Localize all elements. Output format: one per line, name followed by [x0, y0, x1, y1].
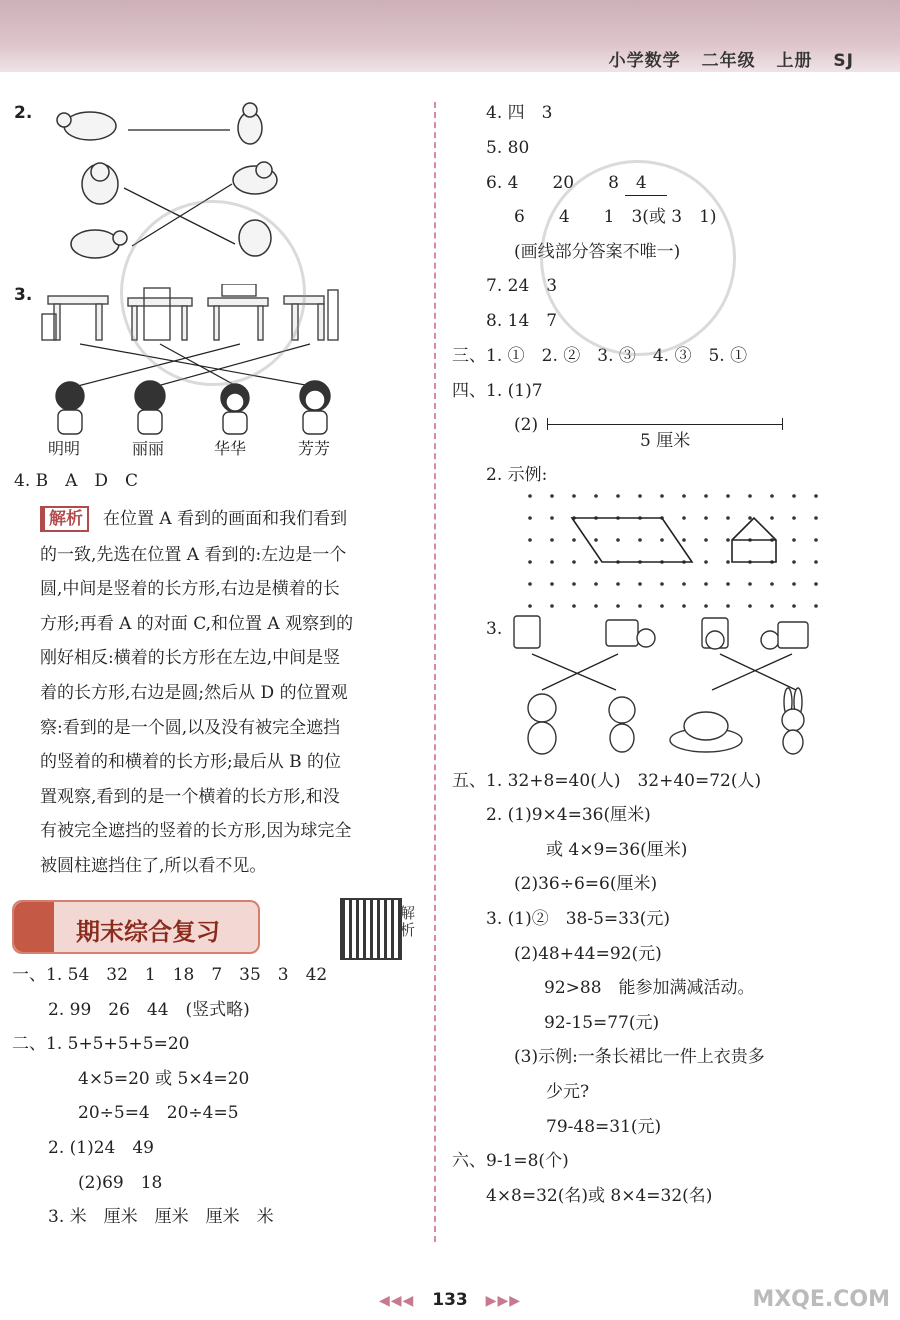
desk-view-1 [42, 296, 108, 340]
right-line-23: 少元? [546, 1082, 590, 1102]
grid-dot [638, 494, 642, 498]
grid-dot [814, 604, 818, 608]
stamp-watermark-left [120, 200, 306, 386]
child-huahua-icon [221, 384, 249, 434]
grid-dot [704, 538, 708, 542]
grid-dot [660, 604, 664, 608]
grid-dot [792, 604, 796, 608]
mouse-icon [238, 103, 262, 144]
grid-dot [748, 604, 752, 608]
grid-dot [594, 494, 598, 498]
right-line-13: 3. [486, 619, 503, 639]
child-name-fangfang: 芳芳 [298, 439, 331, 458]
grid-dot [704, 604, 708, 608]
right-line-12: 2. 示例: [486, 465, 548, 485]
bird-icon [233, 162, 277, 194]
child-lili-icon [135, 381, 165, 434]
right-line-25: 六、9-1=8(个) [452, 1151, 569, 1171]
right-line-17: (2)36÷6=6(厘米) [514, 874, 658, 894]
grid-dot [704, 582, 708, 586]
grid-dot [726, 560, 730, 564]
right-line-19: (2)48+44=92(元) [514, 944, 662, 964]
child-fangfang-icon [300, 381, 330, 434]
question-3-label: 3. [14, 285, 33, 305]
right-line-5: (画线部分答案不唯一) [514, 242, 681, 262]
header-title [595, 46, 854, 71]
right-line-15: 2. (1)9×4=36(厘米) [486, 805, 651, 825]
grid-dot [748, 494, 752, 498]
analysis-line-8: 的竖着的和横着的长方形;最后从 B 的位 [40, 752, 342, 772]
answer-2-1: 二、1. 5+5+5+5=20 [12, 1034, 190, 1054]
grid-dot [594, 582, 598, 586]
grid-dot [528, 604, 532, 608]
qr-label: 解析 [400, 904, 416, 939]
grid-dot [638, 538, 642, 542]
grid-dot [814, 494, 818, 498]
qr-code-icon[interactable] [340, 898, 402, 960]
grid-dot [726, 494, 730, 498]
section-title: 期末综合复习 [76, 918, 220, 946]
right-line-9: 四、1. (1)7 [452, 381, 543, 401]
section-banner [12, 900, 260, 954]
analysis-line-5: 刚好相反:横着的长方形在左边,中间是竖 [40, 648, 341, 668]
child-name-lili: 丽丽 [132, 439, 165, 458]
grid-dot [770, 516, 774, 520]
grid-dot [660, 582, 664, 586]
child-name-huahua: 华华 [214, 439, 247, 458]
site-watermark: MXQE.COM [752, 1287, 890, 1312]
grid-dot [572, 560, 576, 564]
section-banner-tab [14, 902, 54, 952]
grid-dot [704, 560, 708, 564]
grid-dot [704, 494, 708, 498]
grid-dot [594, 560, 598, 564]
question-4-answer: 4. B A D C [14, 471, 139, 491]
dot-grid-figure [522, 488, 842, 608]
segment-5cm [547, 424, 783, 425]
grid-dot [528, 494, 532, 498]
right-line-4: 6 4 1 3(或 3 1) [514, 207, 717, 227]
right-line-21: 92-15=77(元) [544, 1013, 660, 1033]
segment-label: 5 厘米 [640, 431, 691, 451]
grid-dot [682, 494, 686, 498]
grid-dot [792, 516, 796, 520]
right-line-18: 3. (1)② 38-5=33(元) [486, 909, 671, 929]
right-line-1: 4. 四 3 [486, 103, 553, 123]
analysis-line-7: 察:看到的是一个圆,以及没有被完全遮挡 [40, 718, 341, 738]
segment-start-tick [547, 418, 548, 430]
grid-dot [572, 604, 576, 608]
analysis-text-1: 在位置 A 看到的画面和我们看到 [103, 509, 348, 529]
child-mingming-icon [56, 382, 84, 434]
grid-dot [528, 538, 532, 542]
grid-dot [528, 516, 532, 520]
grid-dot [616, 582, 620, 586]
grid-dot [770, 582, 774, 586]
page-header [0, 0, 900, 72]
answer-2-2: 2. (1)24 49 [48, 1138, 154, 1158]
answer-1-2: 2. 99 26 44 (竖式略) [48, 1000, 250, 1020]
cat-icon [528, 694, 556, 754]
answer-2-1-b: 4×5=20 或 5×4=20 [78, 1069, 250, 1089]
grid-dot [748, 516, 752, 520]
grid-dot [616, 604, 620, 608]
analysis-line-1 [40, 506, 347, 532]
prev-arrows-icon: ◀◀◀ [379, 1293, 415, 1309]
grid-dot [572, 538, 576, 542]
analysis-line-6: 着的长方形,右边是圆;然后从 D 的位置观 [40, 683, 348, 703]
turtle-side-icon [71, 230, 127, 258]
header-subject: 小学数学 [608, 51, 681, 71]
header-edition: SJ [833, 51, 854, 71]
grid-dot [792, 538, 796, 542]
cup-animal-matching-figure [506, 610, 826, 760]
rabbit-icon [782, 688, 804, 754]
grid-dot [682, 516, 686, 520]
grid-dot [704, 516, 708, 520]
cat-on-cushion-icon [670, 712, 742, 752]
analysis-line-3: 圆,中间是竖着的长方形,右边是横着的长 [40, 579, 340, 599]
grid-dot [572, 582, 576, 586]
answer-2-3: 3. 米 厘米 厘米 厘米 米 [48, 1207, 274, 1227]
answer-2-1-c: 20÷5=4 20÷4=5 [78, 1103, 239, 1123]
grid-dot [550, 604, 554, 608]
grid-dot [682, 604, 686, 608]
grid-dot [682, 582, 686, 586]
child-name-mingming: 明明 [48, 439, 81, 458]
right-line-7: 8. 14 7 [486, 311, 558, 331]
right-line-2: 5. 80 [486, 138, 530, 158]
grid-dot [616, 538, 620, 542]
answer-1-1: 一、1. 54 32 1 18 7 35 3 42 [12, 965, 328, 985]
grid-dot [550, 560, 554, 564]
analysis-line-9: 置观察,看到的是一个横着的长方形,和没 [40, 787, 340, 807]
grid-dot [550, 494, 554, 498]
page-number: 133 [432, 1290, 468, 1310]
grid-dot [594, 538, 598, 542]
grid-dot [528, 560, 532, 564]
right-line-3: 6. 4 20 8 4 [486, 173, 647, 193]
grid-dot [814, 560, 818, 564]
turtle-front-icon [82, 163, 118, 204]
grid-dot [528, 582, 532, 586]
right-line-14: 五、1. 32+8=40(人) 32+40=72(人) [452, 771, 762, 791]
right-line-20: 92>88 能参加满减活动。 [544, 978, 755, 998]
next-arrows-icon: ▶▶▶ [485, 1293, 521, 1309]
grid-dot [572, 494, 576, 498]
question-2-label: 2. [14, 103, 33, 123]
grid-dot [550, 538, 554, 542]
cup-ball-icon [606, 620, 655, 647]
grid-dot [638, 604, 642, 608]
pig-icon [609, 697, 635, 752]
right-line-16: 或 4×9=36(厘米) [546, 840, 688, 860]
grid-dot [660, 538, 664, 542]
grid-dot [682, 538, 686, 542]
grid-dot [792, 560, 796, 564]
grid-dot [726, 604, 730, 608]
analysis-label: 解析 [40, 506, 89, 532]
right-line-8: 三、1. ① 2. ② 3. ③ 4. ③ 5. ① [452, 346, 748, 366]
grid-dot [770, 494, 774, 498]
stamp-watermark-right [540, 160, 736, 356]
grid-dot [726, 516, 730, 520]
right-line-10: (2) [514, 415, 539, 435]
grid-dot [726, 582, 730, 586]
grid-dot [770, 604, 774, 608]
grid-dot [616, 494, 620, 498]
analysis-line-10: 有被完全遮挡的竖着的长方形,因为球完全 [40, 821, 352, 841]
analysis-line-4: 方形;再看 A 的对面 C,和位置 A 观察到的 [40, 614, 354, 634]
grid-dot [748, 582, 752, 586]
grid-dot [814, 516, 818, 520]
grid-dot [814, 538, 818, 542]
grid-dot [638, 582, 642, 586]
grid-dot [814, 582, 818, 586]
right-line-6: 7. 24 3 [486, 276, 558, 296]
grid-dot [726, 538, 730, 542]
ball-cup-icon [761, 622, 808, 649]
cup-ball-behind-icon [702, 618, 728, 649]
analysis-line-11: 被圆柱遮挡住了,所以看不见。 [40, 856, 267, 876]
grid-dot [550, 516, 554, 520]
grid-dot [792, 582, 796, 586]
right-line-26: 4×8=32(名)或 8×4=32(名) [486, 1186, 713, 1206]
header-volume: 上册 [776, 51, 813, 71]
turtle-icon [57, 112, 116, 140]
grid-dot [660, 494, 664, 498]
cup-icon [514, 616, 540, 648]
header-grade: 二年级 [701, 51, 756, 71]
right-line-24: 79-48=31(元) [546, 1117, 662, 1137]
column-divider [434, 102, 436, 1242]
grid-dot [594, 604, 598, 608]
right-line-22: (3)示例:一条长裙比一件上衣贵多 [514, 1047, 765, 1067]
grid-dot [792, 494, 796, 498]
grid-dot [550, 582, 554, 586]
segment-end-tick [782, 418, 783, 430]
answer-2-2-b: (2)69 18 [78, 1173, 163, 1193]
analysis-line-2: 的一致,先选在位置 A 看到的:左边是一个 [40, 545, 347, 565]
